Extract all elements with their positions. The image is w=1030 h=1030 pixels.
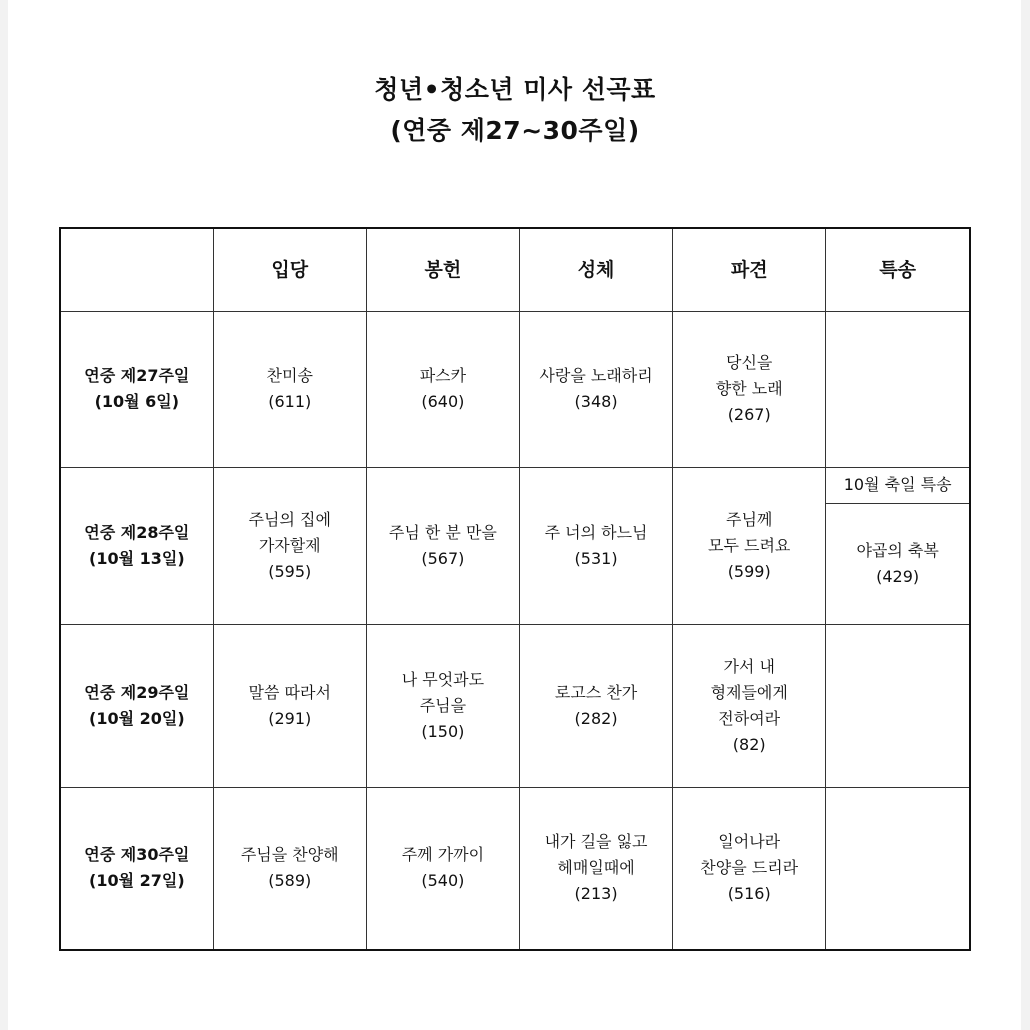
- song-title: 주 너의 하느님: [544, 522, 648, 542]
- header-special: 특송: [826, 228, 970, 311]
- song-number: (640): [421, 392, 465, 411]
- communion-cell: [519, 467, 672, 624]
- song-title-line1: 가서 내: [723, 656, 775, 676]
- song-title: 사랑을 노래하리: [539, 366, 653, 385]
- song-number: (595): [268, 561, 312, 581]
- table-row-week29: [60, 624, 970, 787]
- table-row-week30: [60, 787, 970, 950]
- dismissal-cell: [673, 467, 826, 624]
- offertory-cell: [366, 787, 519, 950]
- header-entrance: 입당: [213, 228, 366, 311]
- special-cell-empty: [826, 787, 970, 950]
- song-number: (82): [732, 734, 766, 754]
- page-title: 청년•청소년 미사 선곡표: [374, 75, 656, 104]
- special-subheader: 10월 축일 특송: [826, 467, 970, 503]
- header-corner: [60, 228, 213, 311]
- header-dismissal: 파견: [673, 228, 826, 311]
- entrance-cell: [213, 624, 366, 787]
- song-title-line1: 주님의 집에: [248, 509, 331, 529]
- week-cell: [60, 467, 213, 624]
- song-title-line1: 내가 길을 잃고: [544, 832, 648, 852]
- song-title-line2: 주님을: [419, 695, 467, 715]
- dismissal-cell: [673, 311, 826, 467]
- song-title: 파스카: [419, 366, 467, 385]
- song-number: (540): [421, 871, 465, 891]
- entrance-cell: [213, 467, 366, 624]
- song-title-line1: 주님께: [726, 509, 773, 529]
- song-title: 주께 가까이: [401, 845, 485, 865]
- song-number: (291): [268, 708, 312, 728]
- song-number: (267): [727, 405, 771, 424]
- special-cell-empty: [826, 311, 970, 467]
- song-number: (150): [421, 721, 465, 741]
- song-number: (589): [268, 871, 312, 891]
- week-date: (10월 13일): [89, 548, 185, 568]
- song-title-line2: 향한 노래: [715, 379, 783, 398]
- song-title: 말씀 따라서: [248, 682, 331, 702]
- song-title-line1: 나 무엇과도: [401, 669, 485, 689]
- song-selection-table: [59, 227, 971, 951]
- table-row-week27: [60, 311, 970, 467]
- header-offertory: 봉헌: [366, 228, 519, 311]
- song-title-line2: 형제들에게: [710, 682, 788, 702]
- song-title-line1: 당신을: [726, 353, 773, 372]
- header-row: [60, 228, 970, 311]
- song-title-line2: 가자할제: [258, 535, 321, 555]
- entrance-cell: [213, 787, 366, 950]
- week-cell: [60, 624, 213, 787]
- week-date: (10월 6일): [94, 392, 180, 411]
- song-title-line1: 일어나라: [718, 832, 781, 852]
- week-name: 연중 제29주일: [84, 682, 190, 702]
- song-number: (531): [574, 548, 618, 568]
- song-title-line2: 모두 드려요: [708, 535, 791, 555]
- song-title-line2: 헤매일때에: [557, 858, 635, 878]
- week-name: 연중 제28주일: [84, 522, 190, 542]
- week-date: (10월 20일): [89, 708, 185, 728]
- offertory-cell: [366, 311, 519, 467]
- song-title: 야곱의 축복: [856, 540, 939, 560]
- table-row-week28: [60, 467, 970, 503]
- week-date: (10월 27일): [89, 871, 185, 891]
- entrance-cell: [213, 311, 366, 467]
- special-cell-empty: [826, 624, 970, 787]
- dismissal-cell: [673, 624, 826, 787]
- week-cell: [60, 311, 213, 467]
- song-number: (599): [727, 561, 771, 581]
- communion-cell: [519, 787, 672, 950]
- week-name: 연중 제27주일: [84, 366, 190, 385]
- song-number: (611): [268, 392, 312, 411]
- song-title: 로고스 찬가: [554, 682, 638, 702]
- dismissal-cell: [673, 787, 826, 950]
- offertory-cell: [366, 624, 519, 787]
- page-subtitle: (연중 제27~30주일): [390, 116, 640, 145]
- communion-cell: [519, 624, 672, 787]
- special-cell: [826, 503, 970, 624]
- song-number: (516): [727, 884, 771, 904]
- song-number: (213): [574, 884, 618, 904]
- song-number: (282): [574, 708, 618, 728]
- song-title: 주님을 찬양해: [240, 845, 339, 865]
- week-name: 연중 제30주일: [84, 845, 190, 865]
- week-cell: [60, 787, 213, 950]
- song-title-line2: 찬양을 드리라: [700, 858, 799, 878]
- song-title-line3: 전하여라: [718, 708, 781, 728]
- offertory-cell: [366, 467, 519, 624]
- song-number: (567): [421, 548, 465, 568]
- song-title: 찬미송: [266, 366, 313, 385]
- communion-cell: [519, 311, 672, 467]
- song-title: 주님 한 분 만을: [388, 522, 497, 542]
- header-communion: 성체: [519, 228, 672, 311]
- song-number: (429): [876, 566, 920, 586]
- song-number: (348): [574, 392, 618, 411]
